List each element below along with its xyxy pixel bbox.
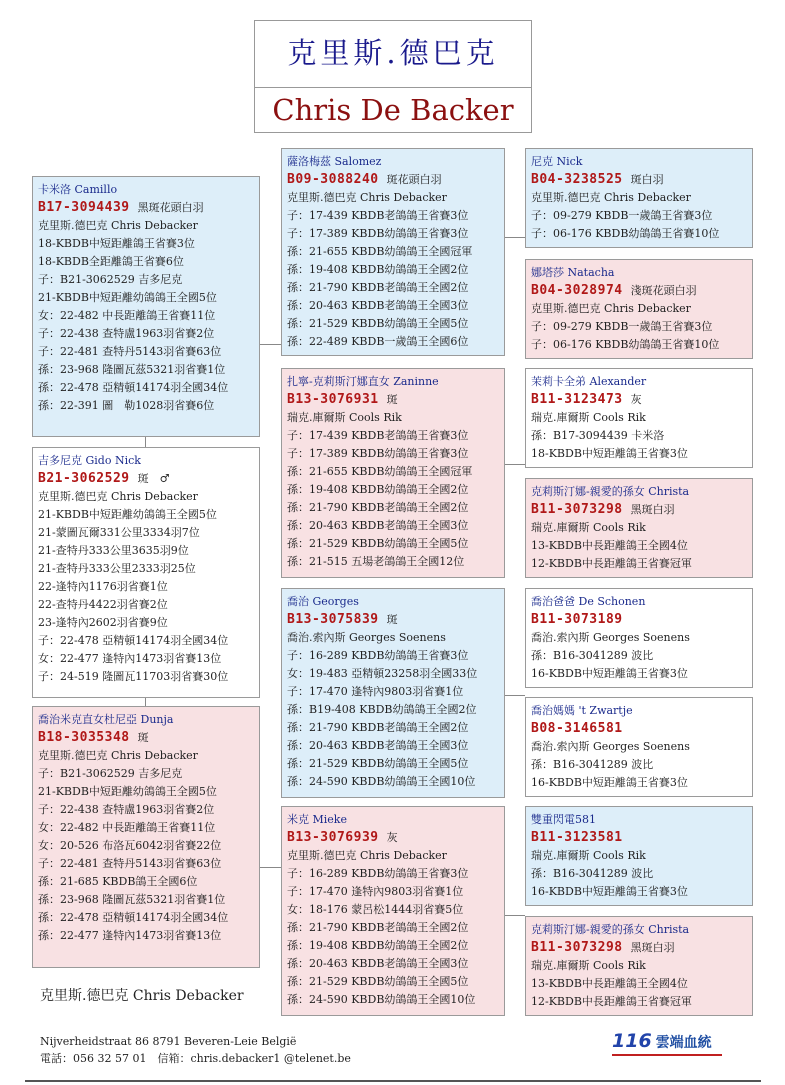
- ring-number: B17-3094439: [38, 200, 130, 215]
- record-line: 子：06-176 KBDB幼鴿鴿王省賽10位: [531, 338, 720, 351]
- record-line: 瑞克.庫爾斯 Cools Rik: [531, 849, 646, 862]
- record-line: 16-KBDB中短距離鴿王省賽3位: [531, 776, 688, 789]
- contact-info: 電話：056 32 57 01 信箱：chris.debacker1 @telenet.be: [40, 1052, 351, 1065]
- connector-line: [505, 237, 525, 238]
- record-line: 21-KBDB中短距離幼鴿鴿王全國5位: [38, 785, 217, 798]
- record-line: 孫：B16-3041289 波比: [531, 649, 654, 662]
- pigeon-name: 茉莉卡全弟 Alexander: [531, 375, 647, 388]
- record-line: 孫：21-790 KBDB老鴿鴿王全國2位: [287, 721, 469, 734]
- record-line: 子：17-470 逢特內9803羽省賽1位: [287, 885, 464, 898]
- record-line: 孫：23-968 隆圖瓦茲5321羽省賽1位: [38, 363, 226, 376]
- pigeon-name: 克莉斯汀娜-親愛的孫女 Christa: [531, 923, 690, 936]
- record-line: 克里斯.德巴克 Chris Debacker: [287, 849, 447, 862]
- ring-number: B11-3073298: [531, 502, 623, 517]
- ring-number: B11-3123581: [531, 830, 623, 845]
- record-line: 孫：19-408 KBDB幼鴿鴿王全國2位: [287, 483, 469, 496]
- connector-line: [505, 695, 525, 696]
- record-line: 孫：21-529 KBDB幼鴿鴿王全國5位: [287, 975, 469, 988]
- pigeon-name: 薩洛梅茲 Salomez: [287, 155, 382, 168]
- plumage-color: 斑: [137, 731, 149, 744]
- record-line: 女：20-526 布洛瓦6042羽省賽22位: [38, 839, 222, 852]
- ring-number: B04-3028974: [531, 283, 623, 298]
- plumage-color: 淺斑花頭白羽: [630, 284, 697, 297]
- plumage-color: 斑花頭白羽: [386, 173, 442, 186]
- pigeon-name: 喬治爸爸 De Schonen: [531, 595, 646, 608]
- sire-card[interactable]: [32, 176, 260, 437]
- sire-dam-card[interactable]: [281, 368, 505, 578]
- pigeon-name: 喬治 Georges: [287, 595, 359, 608]
- record-line: 子：17-389 KBDB幼鴿鴿王省賽3位: [287, 447, 469, 460]
- record-line: 16-KBDB中短距離鴿王省賽3位: [531, 885, 688, 898]
- dam-sire-sire-card[interactable]: [525, 588, 753, 688]
- record-line: 孫：24-590 KBDB幼鴿鴿王全國10位: [287, 993, 476, 1006]
- connector-line: [145, 698, 146, 706]
- record-line: 克里斯.德巴克 Chris Debacker: [531, 302, 691, 315]
- record-line: 孫：21-790 KBDB老鴿鴿王全國2位: [287, 921, 469, 934]
- record-line: 克里斯.德巴克 Chris Debacker: [38, 490, 198, 503]
- header-divider: [255, 87, 531, 88]
- pigeon-name: 吉多尼克 Gido Nick: [38, 454, 141, 467]
- pigeon-name: 雙重閃電581: [531, 813, 596, 826]
- pigeon-name: 喬治米克直女杜尼亞 Dunja: [38, 713, 174, 726]
- plumage-color: 黑斑白羽: [630, 503, 675, 516]
- ring-number: B11-3123473: [531, 392, 623, 407]
- record-line: 瑞克.庫爾斯 Cools Rik: [531, 411, 646, 424]
- record-line: 瑞克.庫爾斯 Cools Rik: [531, 959, 646, 972]
- pigeon-name: 喬治媽媽 't Zwartje: [531, 704, 633, 717]
- ring-number: B13-3076939: [287, 830, 379, 845]
- record-line: 13-KBDB中長距離鴿王全國4位: [531, 977, 688, 990]
- record-line: 喬治.索內斯 Georges Soenens: [531, 631, 690, 644]
- record-line: 孫：19-408 KBDB幼鴿鴿王全國2位: [287, 939, 469, 952]
- record-line: 女：19-483 亞精頓23258羽全國33位: [287, 667, 478, 680]
- record-line: 克里斯.德巴克 Chris Debacker: [287, 191, 447, 204]
- record-line: 子：16-289 KBDB幼鴿鴿王省賽3位: [287, 649, 469, 662]
- record-line: 孫：20-463 KBDB老鴿鴿王全國3位: [287, 739, 469, 752]
- record-line: 孫：20-463 KBDB老鴿鴿王全國3位: [287, 957, 469, 970]
- ring-number: B21-3062529: [38, 471, 130, 486]
- ring-number: B13-3075839: [287, 612, 379, 627]
- record-line: 子：22-478 亞精頓14174羽全國34位: [38, 634, 229, 647]
- record-line: 克里斯.德巴克 Chris Debacker: [38, 749, 198, 762]
- connector-line: [145, 437, 146, 447]
- record-line: 21-蒙圖瓦爾331公里3334羽7位: [38, 526, 200, 539]
- record-line: 孫：B19-408 KBDB幼鴿鴿王全國2位: [287, 703, 477, 716]
- ring-number: B09-3088240: [287, 172, 379, 187]
- ring-number: B04-3238525: [531, 172, 623, 187]
- connector-line: [505, 464, 525, 465]
- plumage-color: 斑: [386, 393, 398, 406]
- record-line: 喬治.索內斯 Georges Soenens: [531, 740, 690, 753]
- record-line: 23-逢特內2602羽省賽9位: [38, 616, 168, 629]
- sire-sire-sire-card[interactable]: [525, 148, 753, 248]
- plumage-color: 黑斑花頭白羽: [137, 201, 204, 214]
- subject-card[interactable]: [32, 447, 260, 698]
- dam-sire-dam-card[interactable]: [525, 697, 753, 797]
- pigeon-name: 卡米洛 Camillo: [38, 183, 118, 196]
- record-line: 喬治.索內斯 Georges Soenens: [287, 631, 446, 644]
- record-line: 子：22-481 查特丹5143羽省賽63位: [38, 345, 222, 358]
- pigeon-name: 尼克 Nick: [531, 155, 583, 168]
- record-line: 孫：21-529 KBDB幼鴿鴿王全國5位: [287, 537, 469, 550]
- record-line: 子：22-438 查特盧1963羽省賽2位: [38, 327, 215, 340]
- plumage-color: 黑斑白羽: [630, 941, 675, 954]
- logo-text: 雲端血統: [655, 1035, 712, 1051]
- record-line: 孫：20-463 KBDB老鴿鴿王全國3位: [287, 519, 469, 532]
- record-line: 孫：B16-3041289 波比: [531, 867, 654, 880]
- record-line: 孫：B16-3041289 波比: [531, 758, 654, 771]
- sire-dam-dam-card[interactable]: [525, 478, 753, 578]
- record-line: 18-KBDB全距離鴿王省賽6位: [38, 255, 184, 268]
- record-line: 孫：22-478 亞精頓14174羽全國34位: [38, 911, 229, 924]
- dam-card[interactable]: [32, 706, 260, 968]
- page-bottom-rule: [25, 1080, 761, 1082]
- address: Nijverheidstraat 86 8791 Beveren-Leie België: [40, 1035, 297, 1048]
- record-line: 子：16-289 KBDB幼鴿鴿王省賽3位: [287, 867, 469, 880]
- record-line: 子：17-439 KBDB老鴿鴿王省賽3位: [287, 209, 469, 222]
- record-line: 孫：24-590 KBDB幼鴿鴿王全國10位: [287, 775, 476, 788]
- logo-number: 116: [612, 1030, 652, 1052]
- plumage-color: 灰: [630, 393, 642, 406]
- record-line: 子：09-279 KBDB一歲鴿王省賽3位: [531, 209, 713, 222]
- record-line: 子：17-470 逢特內9803羽省賽1位: [287, 685, 464, 698]
- record-line: 12-KBDB中長距離鴿王省賽冠軍: [531, 557, 692, 570]
- record-line: 子：09-279 KBDB一歲鴿王省賽3位: [531, 320, 713, 333]
- record-line: 孫：22-477 逢特內1473羽省賽13位: [38, 929, 222, 942]
- connector-line: [260, 867, 281, 868]
- connector-line: [505, 915, 525, 916]
- record-line: 21-KBDB中短距離幼鴿鴿王全國5位: [38, 508, 217, 521]
- ring-number: B11-3073189: [531, 612, 623, 627]
- pigeon-name: 扎寧-克莉斯汀娜直女 Zaninne: [287, 375, 439, 388]
- record-line: 18-KBDB中短距離鴿王省賽3位: [38, 237, 195, 250]
- record-line: 克里斯.德巴克 Chris Debacker: [38, 219, 198, 232]
- record-line: 孫：21-790 KBDB老鴿鴿王全國2位: [287, 281, 469, 294]
- pigeon-name: 米克 Mieke: [287, 813, 347, 826]
- ring-number: B08-3146581: [531, 721, 623, 736]
- connector-line: [260, 344, 281, 345]
- record-line: 22-逢特內1176羽省賽1位: [38, 580, 168, 593]
- record-line: 孫：B17-3094439 卡米洛: [531, 429, 665, 442]
- record-line: 21-KBDB中短距離幼鴿鴿王全國5位: [38, 291, 217, 304]
- record-line: 孫：23-968 隆圖瓦茲5321羽省賽1位: [38, 893, 226, 906]
- record-line: 孫：20-463 KBDB老鴿鴿王全國3位: [287, 299, 469, 312]
- record-line: 子：22-481 查特丹5143羽省賽63位: [38, 857, 222, 870]
- sire-sire-dam-card[interactable]: [525, 259, 753, 359]
- record-line: 18-KBDB中短距離鴿王省賽3位: [531, 447, 688, 460]
- record-line: 子：06-176 KBDB幼鴿鴿王省賽10位: [531, 227, 720, 240]
- record-line: 16-KBDB中短距離鴿王省賽3位: [531, 667, 688, 680]
- record-line: 子：17-439 KBDB老鴿鴿王省賽3位: [287, 429, 469, 442]
- owner-name-chinese: 克里斯.德巴克: [287, 36, 499, 70]
- record-line: 子：B21-3062529 吉多尼克: [38, 767, 183, 780]
- dam-dam-sire-card[interactable]: [525, 806, 753, 906]
- dam-sire-card[interactable]: [281, 588, 505, 798]
- record-line: 子：24-519 隆圖瓦11703羽省賽30位: [38, 670, 229, 683]
- record-line: 女：18-176 蒙呂松1444羽省賽5位: [287, 903, 464, 916]
- record-line: 孫：21-529 KBDB幼鴿鴿王全國5位: [287, 317, 469, 330]
- ring-number: B13-3076931: [287, 392, 379, 407]
- pigeon-name: 克莉斯汀娜-親愛的孫女 Christa: [531, 485, 690, 498]
- record-line: 孫：21-790 KBDB老鴿鴿王全國2位: [287, 501, 469, 514]
- record-line: 瑞克.庫爾斯 Cools Rik: [531, 521, 646, 534]
- owner-name-english: Chris De Backer: [272, 93, 514, 127]
- record-line: 子：B21-3062529 吉多尼克: [38, 273, 183, 286]
- record-line: 12-KBDB中長距離鴿王省賽冠軍: [531, 995, 692, 1008]
- breeder-signature: 克里斯.德巴克 Chris Debacker: [40, 988, 244, 1004]
- sire-sire-card[interactable]: [281, 148, 505, 356]
- record-line: 21-查特丹333公里2333羽25位: [38, 562, 196, 575]
- ring-number: B18-3035348: [38, 730, 130, 745]
- brand-logo: [612, 1030, 712, 1052]
- record-line: 孫：22-489 KBDB一歲鴿王全國6位: [287, 335, 469, 348]
- record-line: 女：22-477 逢特內1473羽省賽13位: [38, 652, 222, 665]
- record-line: 孫：22-478 亞精頓14174羽全國34位: [38, 381, 229, 394]
- logo-underline: [612, 1054, 722, 1056]
- dam-dam-card[interactable]: [281, 806, 505, 1016]
- record-line: 孫：21-515 五場老鴿鴿王全國12位: [287, 555, 465, 568]
- plumage-color: 灰: [386, 831, 398, 844]
- record-line: 孫：19-408 KBDB幼鴿鴿王全國2位: [287, 263, 469, 276]
- plumage-color: 斑白羽: [630, 173, 664, 186]
- plumage-color: 斑 ♂: [137, 472, 170, 485]
- record-line: 21-查特丹333公里3635羽9位: [38, 544, 189, 557]
- record-line: 孫：21-529 KBDB幼鴿鴿王全國5位: [287, 757, 469, 770]
- ring-number: B11-3073298: [531, 940, 623, 955]
- record-line: 孫：21-655 KBDB幼鴿鴿王全國冠軍: [287, 245, 473, 258]
- sire-dam-sire-card[interactable]: [525, 368, 753, 468]
- record-line: 13-KBDB中長距離鴿王全國4位: [531, 539, 688, 552]
- record-line: 子：17-389 KBDB幼鴿鴿王省賽3位: [287, 227, 469, 240]
- record-line: 瑞克.庫爾斯 Cools Rik: [287, 411, 402, 424]
- record-line: 孫：21-655 KBDB幼鴿鴿王全國冠軍: [287, 465, 473, 478]
- record-line: 孫：21-685 KBDB鴿王全國6位: [38, 875, 198, 888]
- record-line: 女：22-482 中長距離鴿王省賽11位: [38, 309, 216, 322]
- record-line: 女：22-482 中長距離鴿王省賽11位: [38, 821, 216, 834]
- plumage-color: 斑: [386, 613, 398, 626]
- dam-dam-dam-card[interactable]: [525, 916, 753, 1016]
- record-line: 子：22-438 查特盧1963羽省賽2位: [38, 803, 215, 816]
- record-line: 孫：22-391 圖 勒1028羽省賽6位: [38, 399, 215, 412]
- pigeon-name: 娜塔莎 Natacha: [531, 266, 615, 279]
- record-line: 22-查特丹4422羽省賽2位: [38, 598, 168, 611]
- record-line: 克里斯.德巴克 Chris Debacker: [531, 191, 691, 204]
- pedigree-header: [254, 20, 532, 133]
